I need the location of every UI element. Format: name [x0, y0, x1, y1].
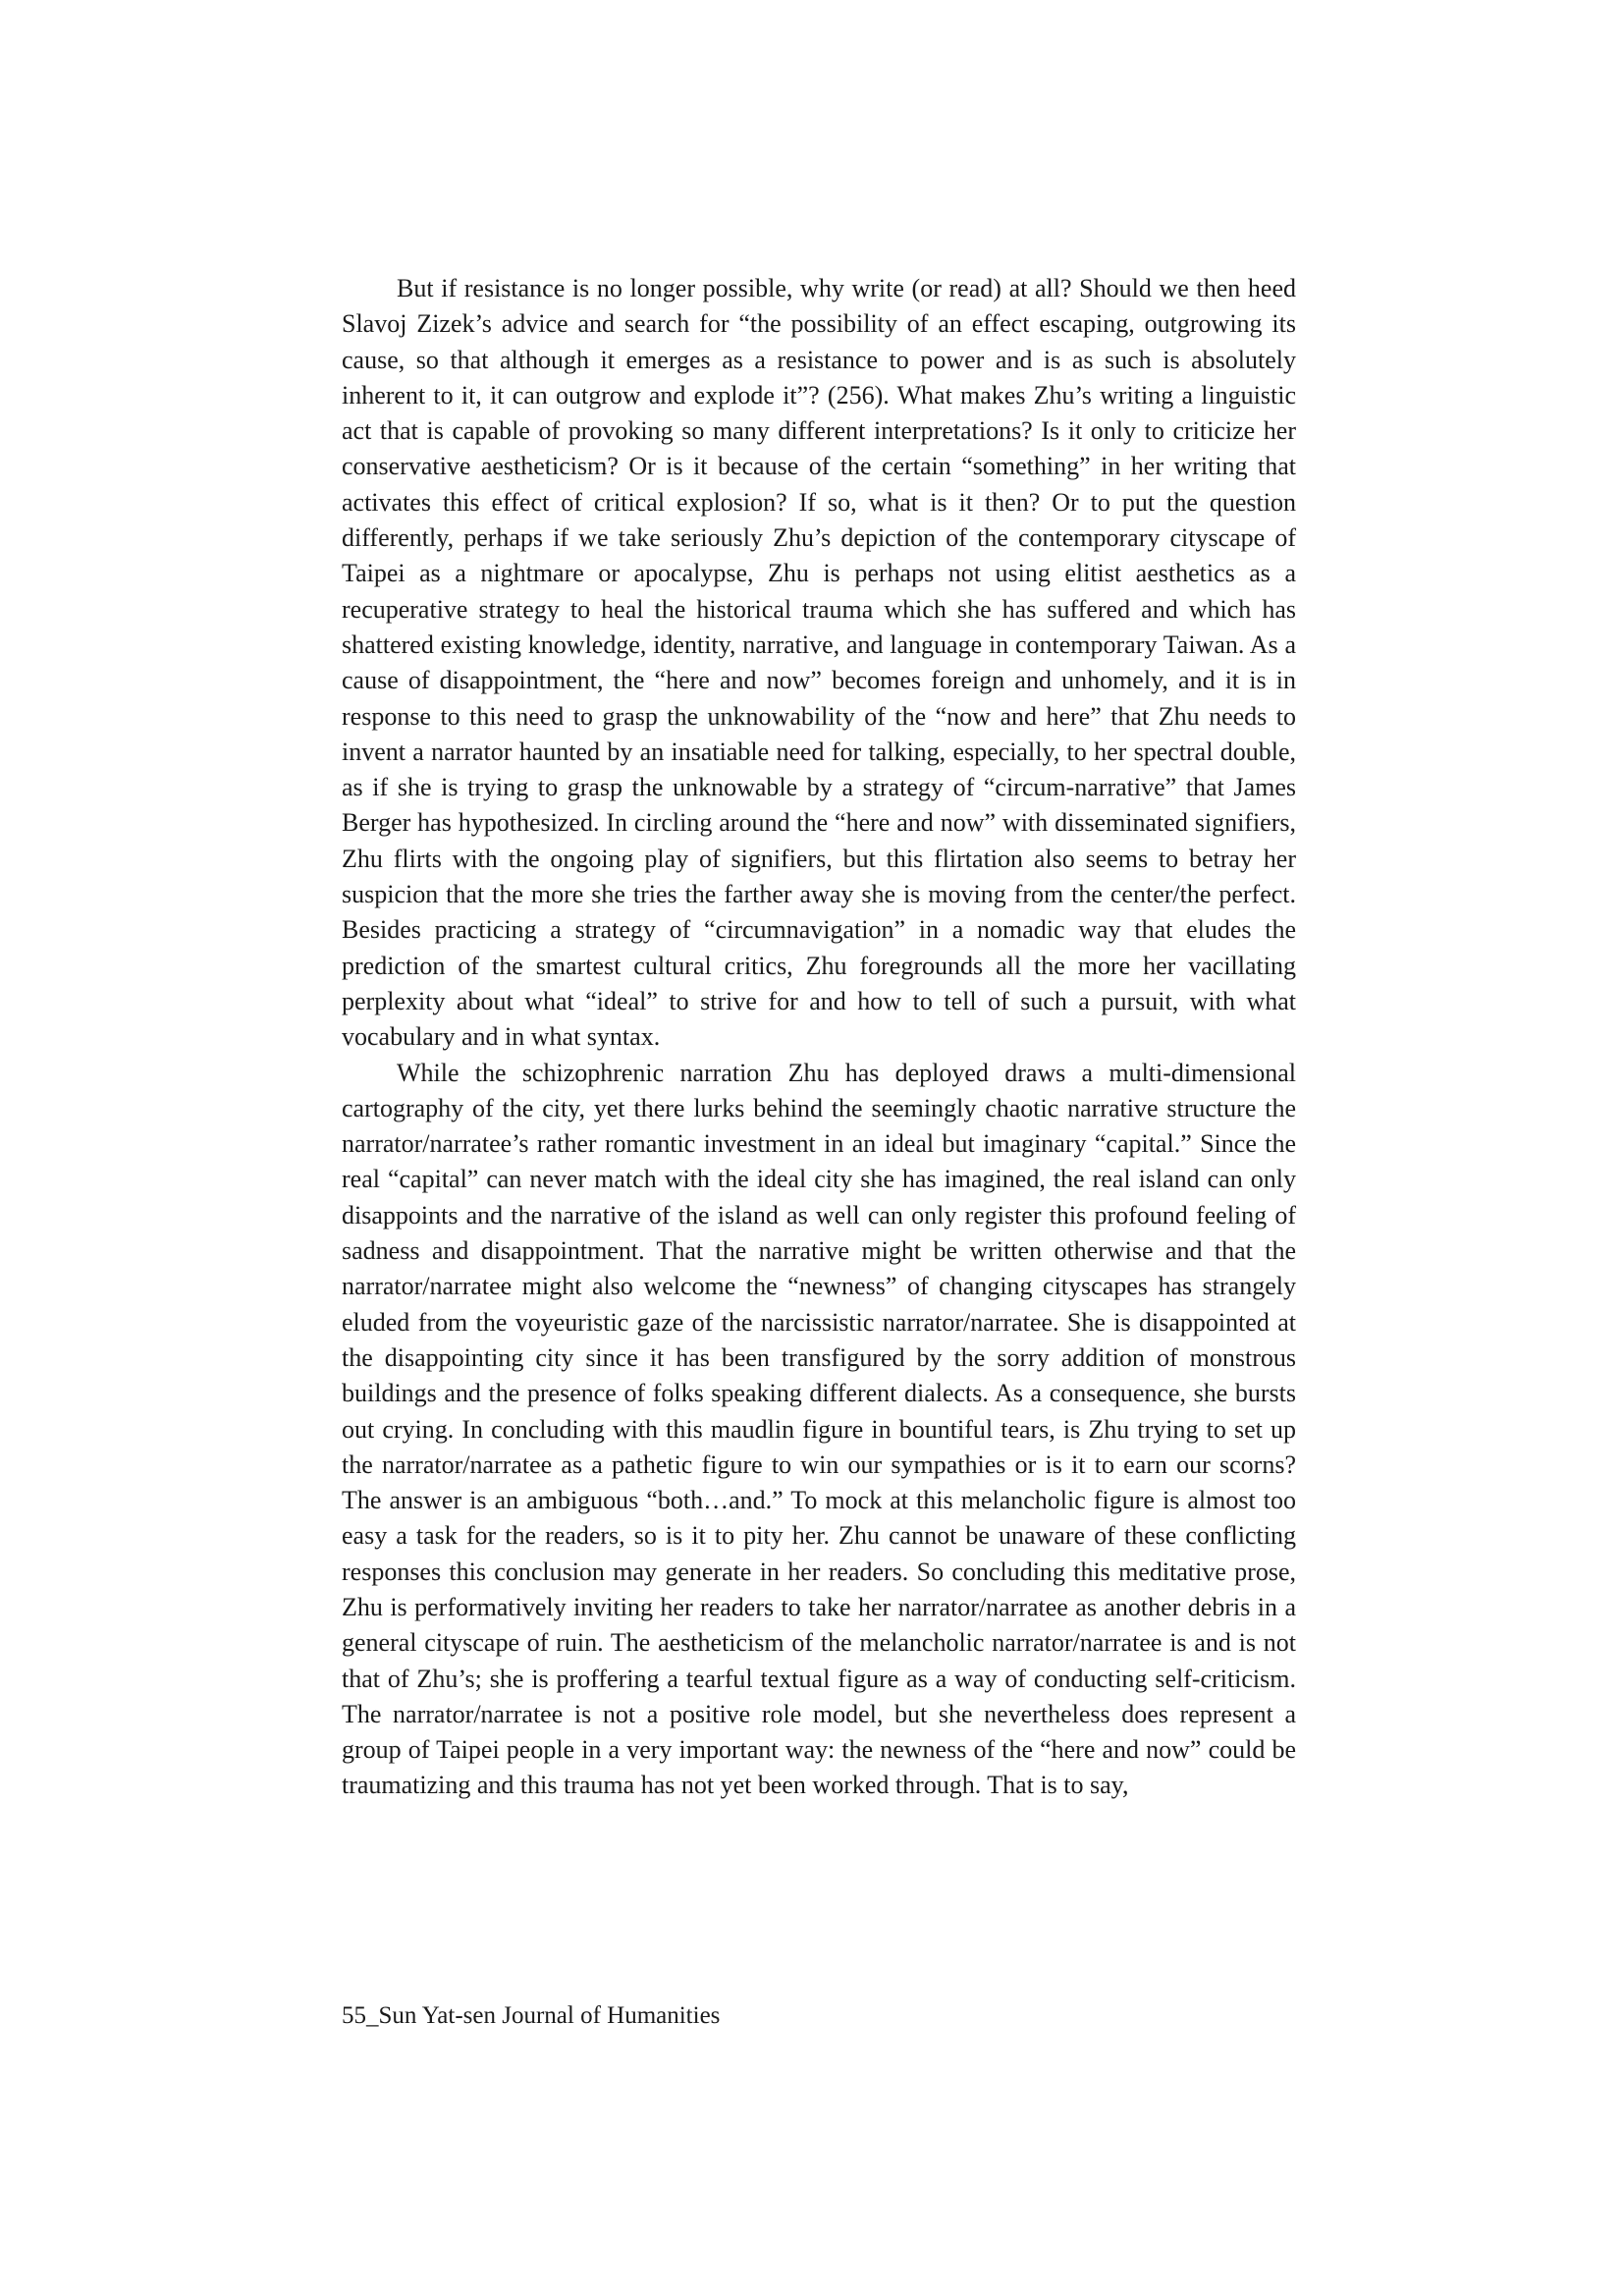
paragraph-2: While the schizophrenic narration Zhu has deployed draws a multi-dimensional cartography of the city, yet there lurks behind the seemingly chaotic narrative structure the narrator/narratee’s rather romantic investment in an ideal but imaginary “capital.” Since the real “capital” can never match with the ideal city she has imagined, the real island can only disappoints and the narrative of the island as well can only register this profound feeling of sadness and disappointment. That the narrative might be written otherwise and that the narrator/narratee might also welcome the “newness” of changing cityscapes has strangely eluded from the voyeuristic gaze of the narcissistic narrator/narratee. She is disappointed at the disappointing city since it has been transfigured by the sorry addition of monstrous buildings and the presence of folks speaking different dialects. As a consequence, she bursts out crying. In concluding with this maudlin figure in bountiful tears, is Zhu trying to set up the narrator/narratee as a pathetic figure to win our sympathies or is it to earn our scorns? The answer is an ambiguous “both…and.” To mock at this melancholic figure is almost too easy a task for the readers, so is it to pity her. Zhu cannot be unaware of these conflicting responses this conclusion may generate in her readers. So concluding this meditative prose, Zhu is performatively inviting her readers to take her narrator/narratee as another debris in a general cityscape of ruin. The aestheticism of the melancholic narrator/narratee is and is not that of Zhu’s; she is proffering a tearful textual figure as a way of conducting self-criticism. The narrator/narratee is not a positive role model, but she nevertheless does represent a group of Taipei people in a very important way: the newness of the “here and now” could be traumatizing and this trauma has not yet been worked through. That is to say, — [342, 1058, 1296, 1800]
page-footer: 55_Sun Yat-sen Journal of Humanities — [342, 2002, 721, 2029]
paragraph-1: But if resistance is no longer possible, why write (or read) at all? Should we then heed Slavoj Zizek’s advice and search for “the possibility of an effect escaping, outgrowing its cause, so that although it emerges as a resistance to power and is as such is absolutely inherent to it, it can outgrow and explode it”? (256). What makes Zhu’s writing a linguistic act that is capable of provoking so many different interpretations? Is it only to criticize her conservative aestheticism? Or is it because of the certain “something” in her writing that activates this effect of critical explosion? If so, what is it then? Or to put the question differently, perhaps if we take seriously Zhu’s depiction of the contemporary cityscape of Taipei as a nightmare or apocalypse, Zhu is perhaps not using elitist aesthetics as a recuperative strategy to heal the historical trauma which she has suffered and which has shattered existing knowledge, identity, narrative, and language in contemporary Taiwan. As a cause of disappointment, the “here and now” becomes foreign and unhomely, and it is in response to this need to grasp the unknowability of the “now and here” that Zhu needs to invent a narrator haunted by an insatiable need for talking, especially, to her spectral double, as if she is trying to grasp the unknowable by a strategy of “circum-narrative” that James Berger has hypothesized. In circling around the “here and now” with disseminated signifiers, Zhu flirts with the ongoing play of signifiers, but this flirtation also seems to betray her suspicion that the more she tries the farther away she is moving from the center/the perfect. Besides practicing a strategy of “circumnavigation” in a nomadic way that eludes the prediction of the smartest cultural critics, Zhu foregrounds all the more her vacillating perplexity about what “ideal” to strive for and how to tell of such a pursuit, with what vocabulary and in what syntax. — [342, 274, 1296, 1052]
body-text — [342, 271, 1296, 1804]
